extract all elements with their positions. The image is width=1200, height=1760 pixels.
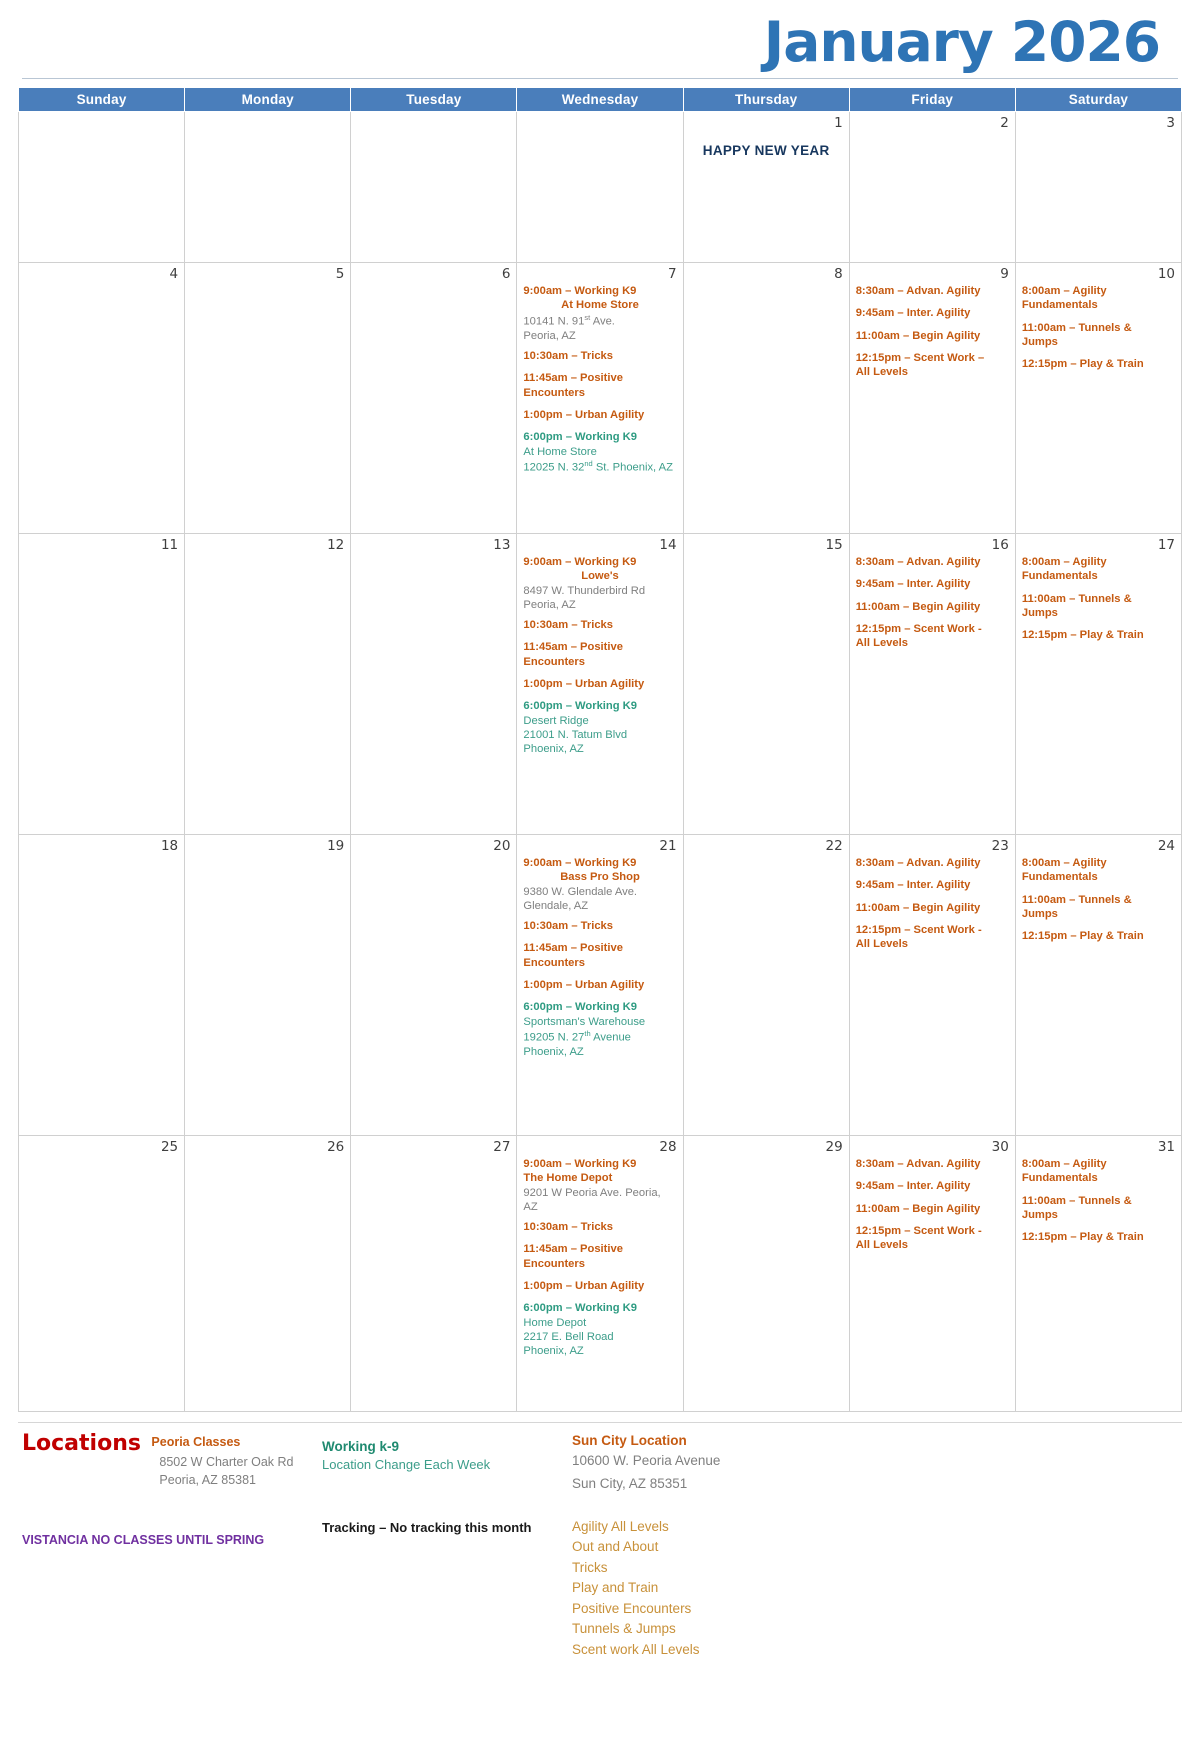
day-cell-empty (517, 112, 683, 263)
day-number: 26 (327, 1139, 345, 1155)
class-list-item: Play and Train (572, 1580, 659, 1596)
event-positive-encounters: 11:45am – Positive Encounters (523, 372, 623, 399)
event-play-train: 12:15pm – Play & Train (1021, 930, 1144, 943)
locations-heading: Locations (22, 1431, 141, 1456)
event-tricks: 10:30am – Tricks (523, 920, 613, 933)
event-inter-agility: 9:45am – Inter. Agility (855, 1180, 971, 1193)
day-cell-18 (19, 835, 185, 1136)
event-working-k9-evening: 6:00pm – Working K9 At Home Store 12025 N. 32nd St. Phoenix, AZ (523, 431, 673, 474)
peoria-address-line2: Peoria, AZ 85381 (159, 1473, 257, 1488)
day-cell-23 (849, 835, 1015, 1136)
class-list (572, 1517, 992, 1660)
day-number: 16 (991, 537, 1009, 553)
day-cell-11 (19, 534, 185, 835)
event-positive-encounters: 11:45am – Positive Encounters (523, 942, 623, 969)
event-scent-work: 12:15pm – Scent Work - All Levels (855, 1224, 982, 1252)
weekday-thursday: Thursday (683, 88, 849, 112)
day-number: 22 (825, 838, 843, 854)
event-tunnels-jumps: 11:00am – Tunnels & Jumps (1021, 592, 1132, 619)
class-list-item: Tunnels & Jumps (572, 1621, 676, 1637)
day-cell-19 (185, 835, 351, 1136)
day-cell-30 (849, 1136, 1015, 1412)
day-number: 11 (160, 537, 179, 553)
day-number: 31 (1157, 1139, 1175, 1155)
working-k9-subtitle: Location Change Each Week (322, 1457, 491, 1472)
day-cell-12 (185, 534, 351, 835)
weekday-sunday: Sunday (19, 88, 185, 112)
day-cell-9 (849, 263, 1015, 534)
weekday-saturday: Saturday (1015, 88, 1181, 112)
event-working-k9-evening: 6:00pm – Working K9 Home Depot 2217 E. Bell Road Phoenix, AZ (523, 1302, 637, 1358)
day-number: 14 (659, 537, 677, 553)
peoria-address-line1: 8502 W Charter Oak Rd (159, 1455, 294, 1469)
event-working-k9-evening: 6:00pm – Working K9 Desert Ridge 21001 N. Tatum Blvd Phoenix, AZ (523, 700, 637, 756)
sun-city-address-line2: Sun City, AZ 85351 (572, 1476, 688, 1492)
day-number: 17 (1157, 537, 1175, 553)
event-working-k9-morning: 9:00am – Working K9 At Home Store 10141 N. 91st Ave. Peoria, AZ (523, 284, 639, 342)
weekday-header-row (19, 88, 1182, 112)
day-cell-16 (849, 534, 1015, 835)
day-number: 23 (991, 838, 1009, 854)
day-number: 8 (834, 266, 843, 282)
event-inter-agility: 9:45am – Inter. Agility (855, 879, 971, 892)
page-title: January 2026 (763, 10, 1160, 74)
event-urban-agility: 1:00pm – Urban Agility (523, 1280, 645, 1293)
event-play-train: 12:15pm – Play & Train (1021, 629, 1144, 642)
day-number: 28 (659, 1139, 677, 1155)
week-row-5 (19, 1136, 1182, 1412)
day-cell-25 (19, 1136, 185, 1412)
event-advanced-agility: 8:30am – Advan. Agility (855, 1157, 981, 1170)
class-list-item: Scent work All Levels (572, 1641, 700, 1657)
event-working-k9-morning: 9:00am – Working K9 The Home Depot 9201 W Peoria Ave. Peoria, AZ (523, 1157, 661, 1213)
day-number: 21 (659, 838, 677, 854)
event-positive-encounters: 11:45am – Positive Encounters (523, 641, 623, 668)
day-cell-21 (517, 835, 683, 1136)
day-cell-15 (683, 534, 849, 835)
event-positive-encounters: 11:45am – Positive Encounters (523, 1243, 623, 1270)
event-tricks: 10:30am – Tricks (523, 349, 613, 362)
week-row-1 (19, 112, 1182, 263)
day-number: 2 (1000, 115, 1009, 131)
event-begin-agility: 11:00am – Begin Agility (855, 901, 981, 914)
title-divider (22, 78, 1178, 79)
event-advanced-agility: 8:30am – Advan. Agility (855, 284, 981, 297)
event-scent-work: 12:15pm – Scent Work – All Levels (855, 351, 985, 379)
day-cell-4 (19, 263, 185, 534)
day-cell-empty (351, 112, 517, 263)
event-tunnels-jumps: 11:00am – Tunnels & Jumps (1021, 1194, 1132, 1221)
event-begin-agility: 11:00am – Begin Agility (855, 329, 981, 342)
day-cell-8 (683, 263, 849, 534)
event-scent-work: 12:15pm – Scent Work - All Levels (855, 923, 982, 951)
day-number: 5 (335, 266, 345, 282)
event-play-train: 12:15pm – Play & Train (1021, 358, 1144, 371)
class-list-item: Positive Encounters (572, 1600, 692, 1616)
day-cell-24 (1015, 835, 1181, 1136)
day-cell-20 (351, 835, 517, 1136)
day-number: 24 (1157, 838, 1175, 854)
day-number: 1 (834, 115, 843, 131)
day-number: 7 (667, 266, 677, 282)
event-urban-agility: 1:00pm – Urban Agility (523, 979, 645, 992)
footer (18, 1422, 1182, 1673)
day-cell-22 (683, 835, 849, 1136)
day-cell-14 (517, 534, 683, 835)
working-k9-title: Working k-9 (322, 1439, 400, 1454)
event-scent-work: 12:15pm – Scent Work - All Levels (855, 622, 982, 650)
week-row-2 (19, 263, 1182, 534)
event-tricks: 10:30am – Tricks (523, 619, 613, 632)
day-cell-empty (19, 112, 185, 263)
weekday-wednesday: Wednesday (517, 88, 683, 112)
event-tricks: 10:30am – Tricks (523, 1221, 613, 1234)
peoria-title: Peoria Classes (151, 1435, 241, 1449)
day-number: 18 (160, 838, 179, 854)
footer-column-workingk9 (322, 1433, 572, 1535)
class-list-item: Agility All Levels (572, 1518, 669, 1534)
event-advanced-agility: 8:30am – Advan. Agility (855, 555, 981, 568)
calendar-table (18, 87, 1182, 1412)
event-begin-agility: 11:00am – Begin Agility (855, 1202, 981, 1215)
day-cell-1 (683, 112, 849, 263)
weekday-monday: Monday (185, 88, 351, 112)
event-agility-fundamentals: 8:00am – Agility Fundamentals (1021, 555, 1107, 583)
day-number: 20 (493, 838, 511, 854)
event-agility-fundamentals: 8:00am – Agility Fundamentals (1021, 284, 1107, 312)
day-cell-2 (849, 112, 1015, 263)
sun-city-address-line1: 10600 W. Peoria Avenue (572, 1453, 721, 1468)
class-list-item: Out and About (572, 1539, 659, 1555)
day-number: 10 (1157, 266, 1175, 282)
title-row (18, 0, 1182, 78)
week-row-4 (19, 835, 1182, 1136)
day-cell-10 (1015, 263, 1181, 534)
day-number: 27 (493, 1139, 511, 1155)
week-row-3 (19, 534, 1182, 835)
weekday-friday: Friday (849, 88, 1015, 112)
event-begin-agility: 11:00am – Begin Agility (855, 600, 981, 613)
event-agility-fundamentals: 8:00am – Agility Fundamentals (1021, 1157, 1107, 1185)
holiday-label: HAPPY NEW YEAR (702, 142, 830, 158)
vistancia-notice: VISTANCIA NO CLASSES UNTIL SPRING (22, 1533, 265, 1548)
day-cell-5 (185, 263, 351, 534)
day-number: 15 (825, 537, 843, 553)
day-number: 6 (501, 266, 511, 282)
event-play-train: 12:15pm – Play & Train (1021, 1231, 1144, 1244)
event-urban-agility: 1:00pm – Urban Agility (523, 408, 645, 421)
class-list-item: Tricks (572, 1559, 608, 1575)
day-cell-28 (517, 1136, 683, 1412)
day-cell-26 (185, 1136, 351, 1412)
day-cell-13 (351, 534, 517, 835)
day-number: 12 (327, 537, 345, 553)
day-cell-31 (1015, 1136, 1181, 1412)
day-cell-17 (1015, 534, 1181, 835)
day-cell-6 (351, 263, 517, 534)
event-agility-fundamentals: 8:00am – Agility Fundamentals (1021, 856, 1107, 884)
day-number: 13 (493, 537, 511, 553)
day-number: 9 (1000, 266, 1009, 282)
event-working-k9-morning: 9:00am – Working K9 Lowe's 8497 W. Thunderbird Rd Peoria, AZ (523, 555, 646, 611)
event-urban-agility: 1:00pm – Urban Agility (523, 678, 645, 691)
sun-city-title: Sun City Location (572, 1433, 687, 1448)
day-number: 19 (327, 838, 345, 854)
event-inter-agility: 9:45am – Inter. Agility (855, 578, 971, 591)
event-working-k9-evening: 6:00pm – Working K9 Sportsman's Warehouse 19205 N. 27th Avenue Phoenix, AZ (523, 1001, 646, 1059)
day-number: 30 (991, 1139, 1009, 1155)
event-working-k9-morning: 9:00am – Working K9 Bass Pro Shop 9380 W. Glendale Ave. Glendale, AZ (523, 856, 640, 912)
tracking-notice: Tracking – No tracking this month (322, 1520, 532, 1535)
event-inter-agility: 9:45am – Inter. Agility (855, 307, 971, 320)
day-cell-7 (517, 263, 683, 534)
peoria-location (151, 1433, 293, 1489)
day-number: 3 (1166, 115, 1175, 131)
day-cell-empty (185, 112, 351, 263)
day-cell-29 (683, 1136, 849, 1412)
day-cell-27 (351, 1136, 517, 1412)
event-advanced-agility: 8:30am – Advan. Agility (855, 856, 981, 869)
footer-column-locations (18, 1433, 322, 1547)
day-cell-3 (1015, 112, 1181, 263)
day-number: 25 (160, 1139, 179, 1155)
event-tunnels-jumps: 11:00am – Tunnels & Jumps (1021, 893, 1132, 920)
day-number: 29 (825, 1139, 843, 1155)
day-number: 4 (169, 266, 179, 282)
footer-column-suncity (572, 1433, 992, 1660)
weekday-tuesday: Tuesday (351, 88, 517, 112)
event-tunnels-jumps: 11:00am – Tunnels & Jumps (1021, 321, 1132, 348)
